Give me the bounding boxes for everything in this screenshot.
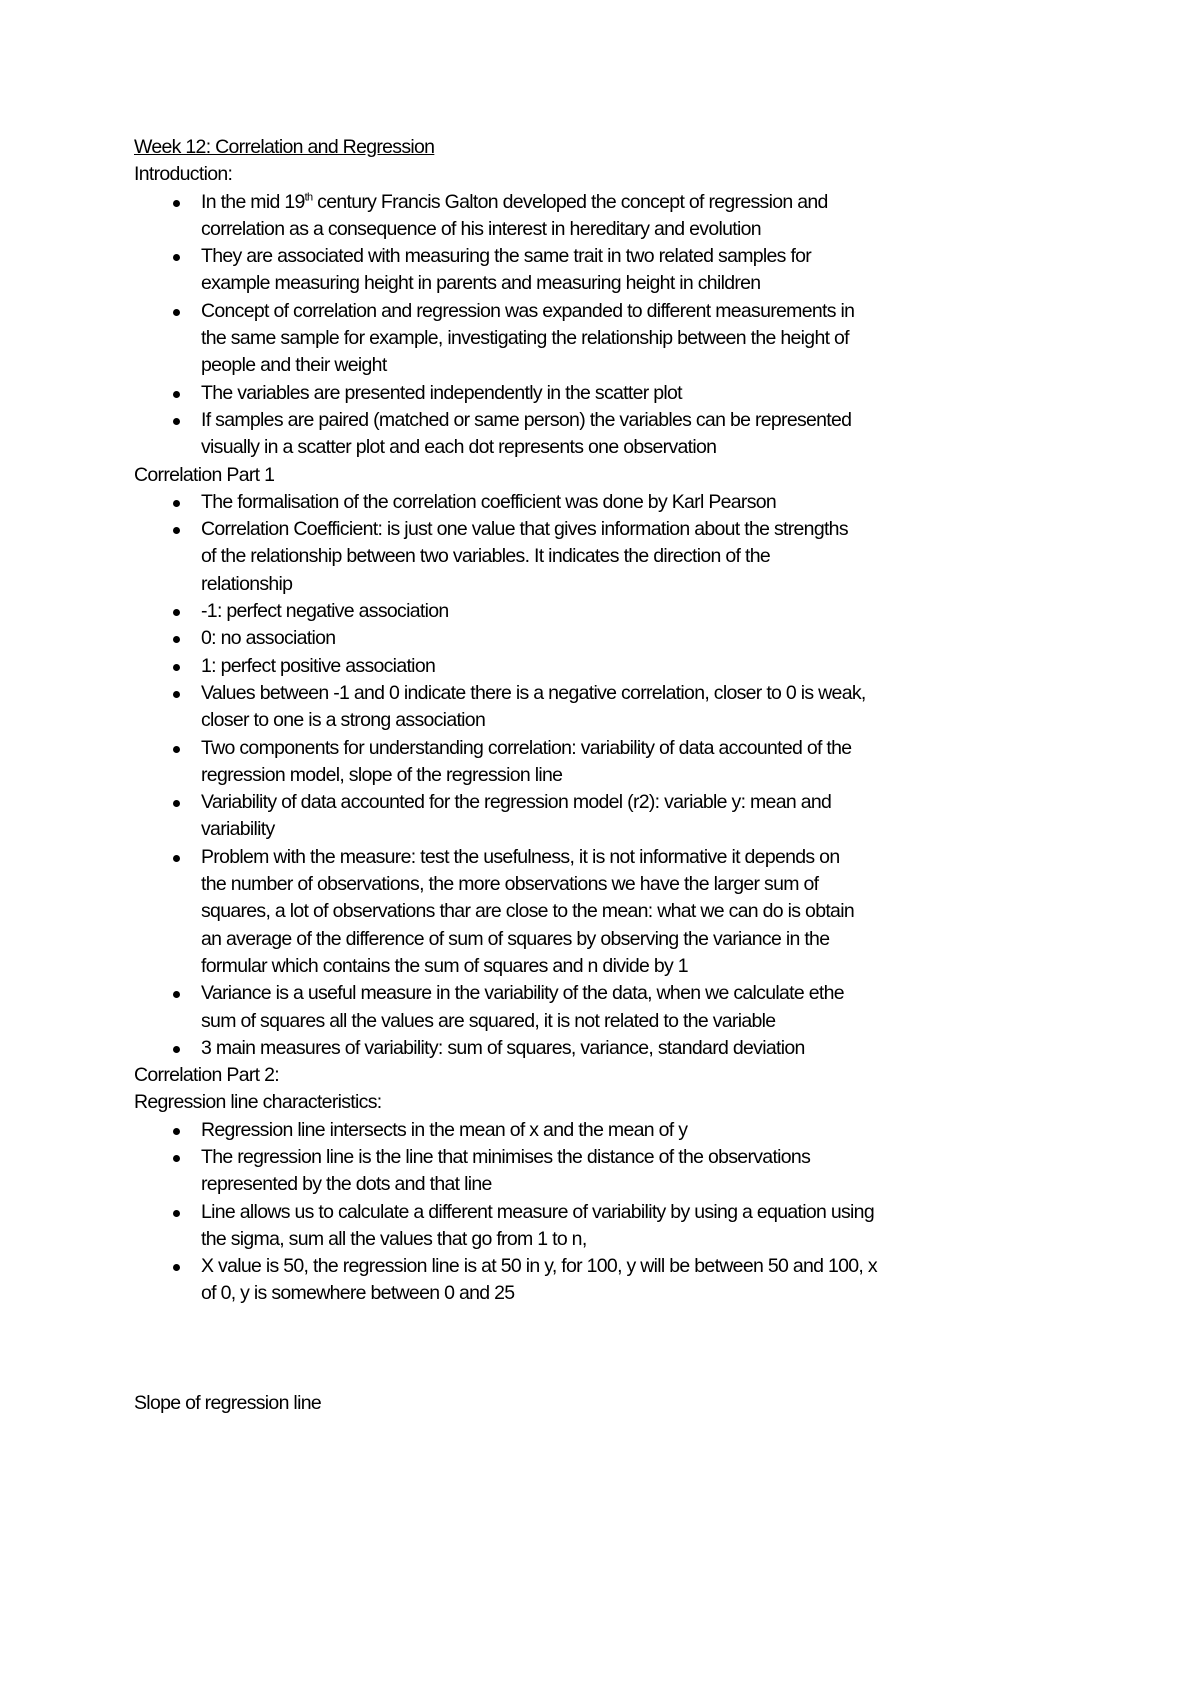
bullet-icon [173,636,180,643]
list-item [134,680,1094,735]
bullet-line: Problem with the measure: test the usefulness, it is not informative it depends on [201,845,840,868]
bullet-icon [173,664,180,671]
bullet-icon [173,527,180,534]
bullet-icon [173,1128,180,1135]
bullet-line [201,189,1094,216]
bullet-line: Correlation Coefficient: is just one value that gives information about the strengths [201,518,848,541]
bullet-icon [173,1210,180,1217]
bullet-line: 3 main measures of variability: sum of squares, variance, standard deviation [201,1036,805,1059]
list-item [134,1144,1094,1199]
bullet-line: Two components for understanding correlation: variability of data accounted of the [201,736,852,759]
bullet-line: closer to one is a strong association [201,709,486,732]
bullet-line: 0: no association [201,627,336,650]
bullet-line: Regression line intersects in the mean of x and the mean of y [201,1118,688,1141]
list-item [134,598,1094,625]
list-item [134,516,1094,598]
bullet-line: the number of observations, the more observations we have the larger sum of [201,873,819,896]
bullet-line: of the relationship between two variables. It indicates the direction of the [201,545,771,568]
bullet-line: regression model, slope of the regression line [201,763,563,786]
bullet-line: example measuring height in parents and measuring height in children [201,272,761,295]
bullet-line: the same sample for example, investigating the relationship between the height of [201,327,849,350]
bullet-icon [173,691,180,698]
list-item [134,1035,1094,1062]
list-item [134,844,1094,980]
list-item [134,653,1094,680]
bullet-line: 1: perfect positive association [201,654,436,677]
bullet-line: The variables are presented independently in the scatter plot [201,381,682,404]
section-heading-part2: Correlation Part 2: [134,1064,279,1087]
bullet-line: If samples are paired (matched or same person) the variables can be represented [201,408,852,431]
bullet-icon [173,418,180,425]
bullet-icon [173,609,180,616]
document-page [134,134,1094,1417]
bullet-icon [173,254,180,261]
bullet-line: The formalisation of the correlation coefficient was done by Karl Pearson [201,490,777,513]
section-heading-slope: Slope of regression line [134,1391,321,1414]
bullet-line: people and their weight [201,354,387,377]
bullet-line: visually in a scatter plot and each dot represents one observation [201,436,717,459]
section-heading-introduction: Introduction: [134,163,233,186]
list-item [134,298,1094,380]
bullet-line: Variability of data accounted for the regression model (r2): variable y: mean and [201,791,832,814]
bullet-icon [173,391,180,398]
bullet-line: an average of the difference of sum of squares by observing the variance in the [201,927,830,950]
text: century Francis Galton developed the concept of regression and [312,190,828,213]
list-item [134,489,1094,516]
bullet-line: -1: perfect negative association [201,600,449,623]
bullet-icon [173,1264,180,1271]
document-title: Week 12: Correlation and Regression [134,136,435,158]
list-item [134,625,1094,652]
bullet-line: Values between -1 and 0 indicate there is a negative correlation, closer to 0 is weak, [201,681,866,704]
bullet-line: X value is 50, the regression line is at 50 in y, for 100, y will be between 50 and 100, x [201,1255,877,1278]
superscript: th [304,191,313,204]
subheading-regression-line: Regression line characteristics: [134,1091,382,1114]
list-item [134,789,1094,844]
bullet-line: relationship [201,572,293,595]
list-item [134,1117,1094,1144]
list-item [134,735,1094,790]
bullet-icon [173,500,180,507]
bullet-icon [173,800,180,807]
list-item [134,1199,1094,1254]
bullet-icon [173,991,180,998]
bullet-line: correlation as a consequence of his interest in hereditary and evolution [201,217,761,240]
bullet-icon [173,855,180,862]
list-item [134,980,1094,1035]
bullet-line: squares, a lot of observations thar are close to the mean: what we can do is obtain [201,900,854,923]
bullet-line: Concept of correlation and regression was expanded to different measurements in [201,299,855,322]
bullet-line: sum of squares all the values are squared, it is not related to the variable [201,1009,776,1032]
text: In the mid 19 [201,190,305,213]
bullet-line: The regression line is the line that minimises the distance of the observations [201,1145,811,1168]
bullet-line: the sigma, sum all the values that go from 1 to n, [201,1227,587,1250]
list-item [134,1253,1094,1308]
list-item [134,407,1094,462]
bullet-icon [173,1155,180,1162]
bullet-line: represented by the dots and that line [201,1173,492,1196]
list-item [134,189,1094,244]
bullet-icon [173,309,180,316]
bullet-line: Variance is a useful measure in the variability of the data, when we calculate ethe [201,982,844,1005]
section-heading-part1: Correlation Part 1 [134,463,275,486]
bullet-line: They are associated with measuring the same trait in two related samples for [201,245,812,268]
bullet-line: formular which contains the sum of squares and n divide by 1 [201,954,688,977]
bullet-icon [173,746,180,753]
bullet-line: Line allows us to calculate a different measure of variability by using a equation using [201,1200,874,1223]
bullet-icon [173,200,180,207]
bullet-icon [173,1046,180,1053]
spacer [134,1308,1094,1390]
bullet-line: of 0, y is somewhere between 0 and 25 [201,1282,515,1305]
bullet-line: variability [201,818,275,841]
list-item [134,243,1094,298]
list-item [134,380,1094,407]
